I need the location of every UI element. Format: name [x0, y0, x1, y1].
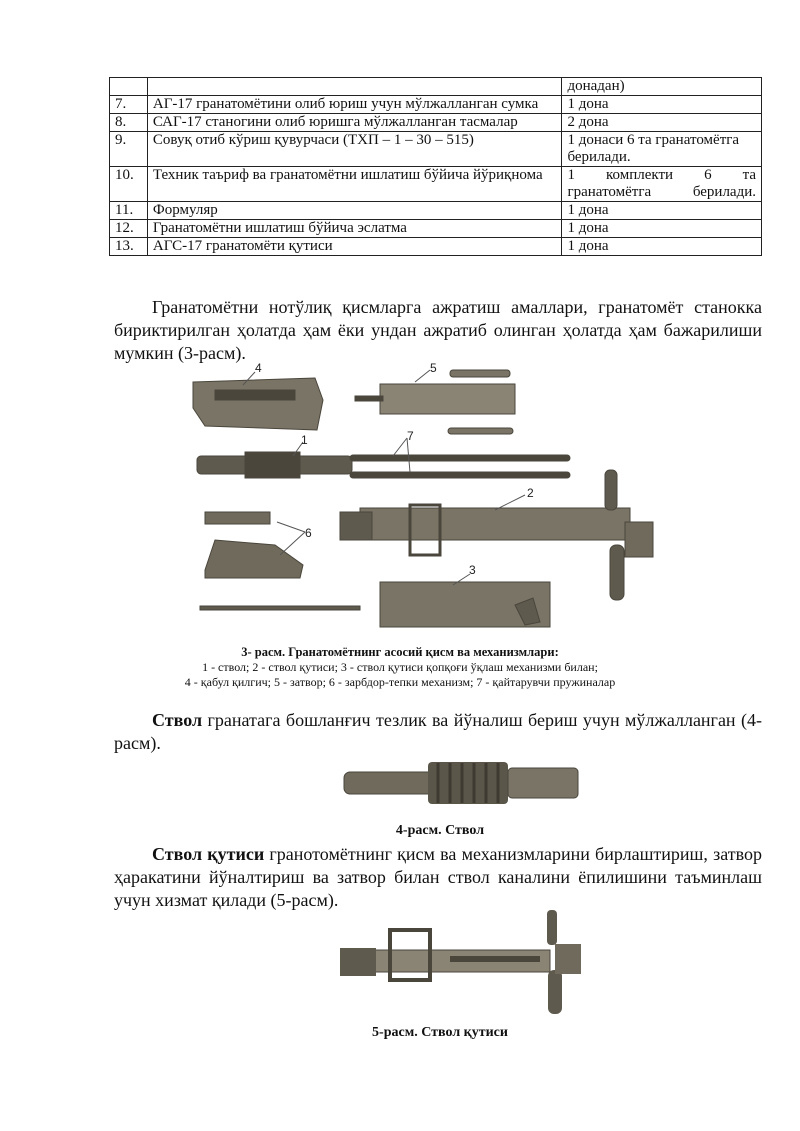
receiver-box-rear	[625, 522, 653, 557]
table-row	[110, 238, 762, 256]
table-cell-qty: 1 донаси 6 та гранатомётга берилади.	[562, 132, 762, 167]
table-row	[110, 167, 762, 202]
bolt-handle	[355, 396, 383, 401]
paragraph-barrel-text: гранатага бошланғич тезлик ва йўналиш бериш учун мўлжалланган (4-расм).	[114, 710, 762, 753]
table-cell-num: 10.	[110, 167, 148, 202]
label-1: 1	[301, 433, 308, 447]
trigger-part-lower	[205, 540, 303, 578]
figure-3-caption	[150, 645, 650, 690]
table-cell-qty: 1 комплекти 6 та гранатомётга берилади.	[562, 167, 762, 202]
label-6: 6	[305, 526, 312, 540]
table-row	[110, 202, 762, 220]
figure-5-receiver-box-illustration	[330, 908, 585, 1018]
recoil-spring-2	[350, 472, 570, 478]
table-cell-num: 12.	[110, 220, 148, 238]
barrel-fins	[245, 452, 300, 478]
barrel-breech	[508, 768, 578, 798]
equipment-table	[109, 77, 762, 256]
barrel-cooling-fins	[428, 762, 508, 804]
table-cell-qty: донадан)	[562, 78, 762, 96]
table-cell-desc: Формуляр	[147, 202, 562, 220]
term-receiver-box: Ствол қутиси	[152, 844, 265, 864]
table-cell-num: 9.	[110, 132, 148, 167]
figure-3-caption-title: 3- расм. Гранатомётнинг асосий қисм ва механизмлари:	[241, 645, 559, 659]
paragraph-disassembly: Гранатомётни нотўлиқ қисмларга ажратиш амаллари, гранатомёт станокка бириктирилган ҳолатда ҳам ёки ундан ажратиб олинган ҳолатда ҳам бажарилиши мумкин (3-расм).	[114, 297, 762, 363]
box-slot	[450, 956, 540, 962]
table-cell-qty: 1 дона	[562, 220, 762, 238]
box-handle-top	[547, 910, 557, 945]
table-cell-desc: Техник таъриф ва гранатомётни ишлатиш бўйича йўриқнома	[147, 167, 562, 202]
box-handle-bottom	[548, 970, 562, 1014]
table-row	[110, 78, 762, 96]
table-row	[110, 96, 762, 114]
table-cell-desc: САГ-17 станогини олиб юришга мўлжалланган тасмалар	[147, 114, 562, 132]
label-7: 7	[407, 429, 414, 443]
table-cell-desc: АГС-17 гранатомёти қутиси	[147, 238, 562, 256]
label-5: 5	[430, 361, 437, 375]
receiver-part	[193, 378, 323, 430]
box-front	[340, 948, 376, 976]
receiver-box-handle-bottom	[610, 545, 624, 600]
table-cell-desc	[147, 78, 562, 96]
cleaning-rod	[200, 606, 360, 610]
figure-4-caption: 4-расм. Ствол	[395, 823, 485, 838]
table-cell-num	[110, 78, 148, 96]
table-cell-qty: 1 дона	[562, 202, 762, 220]
table-cell-desc: Гранатомётни ишлатиш бўйича эслатма	[147, 220, 562, 238]
label-4: 4	[255, 361, 262, 375]
figure-3-caption-line1: 1 - ствол; 2 - ствол қутиси; 3 - ствол қутиси қопқоғи ўқлаш механизми билан;	[202, 660, 598, 674]
figure-3-parts-illustration	[185, 360, 660, 640]
paragraph-barrel	[114, 709, 762, 755]
table-row	[110, 114, 762, 132]
table-cell-num: 8.	[110, 114, 148, 132]
table-row	[110, 132, 762, 167]
paragraph-receiver-box-text: гранотомётнинг қисм ва механизмларини бирлаштириш, затвор ҳаракатини йўналтириш ва затвор билан ствол каналини ёпилишини таъминлаш учун хизмат қилади (5-расм).	[114, 844, 762, 910]
table-cell-num: 7.	[110, 96, 148, 114]
table-cell-qty: 1 дона	[562, 238, 762, 256]
table-cell-desc: Совуқ отиб кўриш қувурчаси (ТХП – 1 – 30 – 515)	[147, 132, 562, 167]
receiver-box-front	[340, 512, 372, 540]
paragraph-receiver-box	[114, 843, 762, 912]
figure-4-barrel-illustration	[342, 758, 580, 808]
label-2: 2	[527, 486, 534, 500]
term-barrel: Ствол	[152, 710, 203, 730]
table-cell-num: 11.	[110, 202, 148, 220]
figure-3-caption-line2: 4 - қабул қилгич; 5 - затвор; 6 - зарбдор-тепки механизм; 7 - қайтарувчи пружиналар	[184, 675, 616, 689]
trigger-part-upper	[205, 512, 270, 524]
label-3: 3	[469, 563, 476, 577]
table-cell-qty: 2 дона	[562, 114, 762, 132]
bolt-part	[380, 384, 515, 414]
recoil-spring-1	[350, 455, 570, 461]
table-row	[110, 220, 762, 238]
figure-5-caption: 5-расм. Ствол қутиси	[372, 1025, 508, 1040]
table-cell-desc: АГ-17 гранатомётини олиб юриш учун мўлжалланган сумка	[147, 96, 562, 114]
receiver-box-handle-top	[605, 470, 617, 510]
bolt-rod-top	[450, 370, 510, 377]
table-cell-qty: 1 дона	[562, 96, 762, 114]
table-cell-num: 13.	[110, 238, 148, 256]
receiver-slot	[215, 390, 295, 400]
bolt-rod-low	[448, 428, 513, 434]
box-rear	[555, 944, 581, 974]
receiver-box-part	[360, 508, 630, 540]
